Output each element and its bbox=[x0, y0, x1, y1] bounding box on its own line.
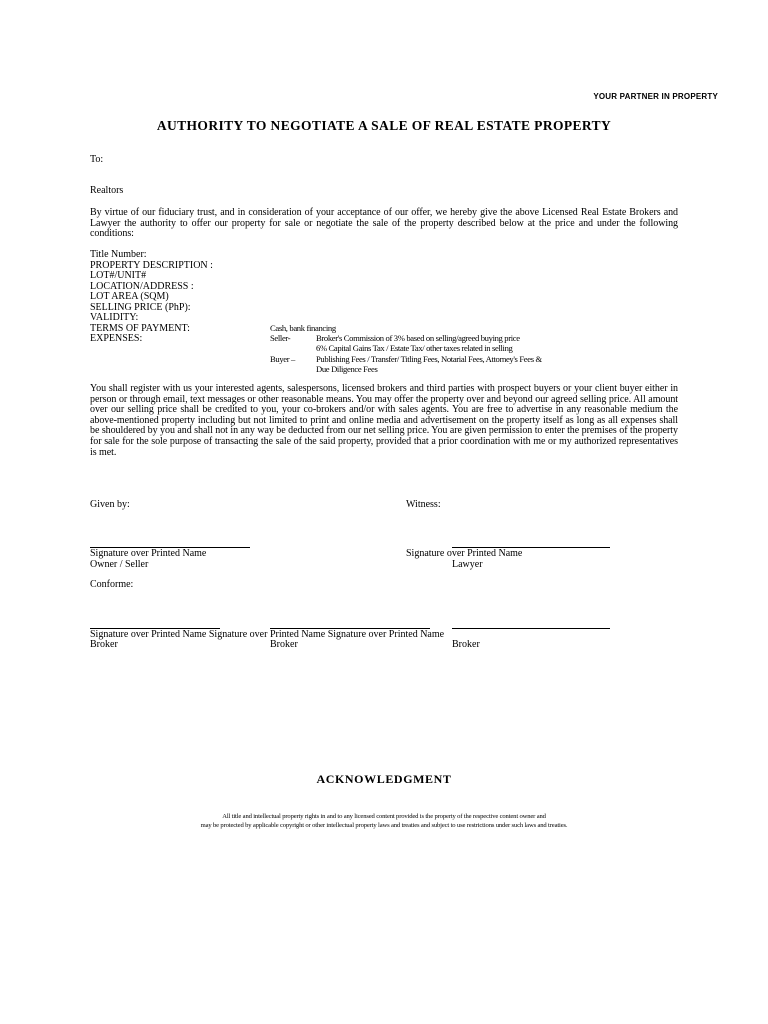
given-by-label: Given by: bbox=[90, 499, 130, 510]
lawyer-signature-caption: Signature over Printed Name bbox=[406, 548, 523, 559]
broker-signature-captions: Signature over Printed Name Signature over Printed Name Signature over Printed Name bbox=[90, 629, 445, 640]
acknowledgment-text bbox=[0, 812, 768, 830]
buyer-fees: Publishing Fees / Transfer/ Titling Fees, Notarial Fees, Attorney's Fees & bbox=[316, 354, 542, 364]
document-title: AUTHORITY TO NEGOTIATE A SALE OF REAL ESTATE PROPERTY bbox=[156, 118, 612, 133]
terms-label: TERMS OF PAYMENT: bbox=[90, 322, 190, 334]
lawyer-label: Lawyer bbox=[452, 559, 483, 570]
tagline: YOUR PARTNER IN PROPERTY bbox=[593, 92, 718, 101]
broker-label-1: Broker bbox=[90, 639, 118, 650]
terms-value: Cash, bank financing bbox=[270, 323, 336, 333]
intro-paragraph: By virtue of our fiduciary trust, and in consideration of your acceptance of our offer, we hereby give the above Licensed Real Estate Brokers and Lawyer the authority to offer our property for sale or negotiate the sale of the property described below at the price and under the following conditions: bbox=[90, 207, 678, 240]
title-number-label: Title Number: bbox=[90, 249, 147, 260]
seller-taxes: 6% Capital Gains Tax / Estate Tax/ other taxes related in selling bbox=[316, 343, 513, 353]
witness-label: Witness: bbox=[406, 499, 441, 510]
buyer-diligence: Due Diligence Fees bbox=[316, 364, 378, 374]
acknowledgment-title: ACKNOWLEDGMENT bbox=[316, 772, 452, 786]
broker-label-2: Broker bbox=[270, 639, 298, 650]
conditions-block bbox=[90, 250, 213, 345]
addressee: Realtors bbox=[90, 185, 124, 196]
seller-commission: Broker's Commission of 3% based on selling/agreed buying price bbox=[316, 333, 520, 343]
location-label: LOCATION/ADDRESS : bbox=[90, 280, 194, 292]
buyer-label: Buyer – bbox=[270, 354, 295, 364]
broker-signature-line-3 bbox=[452, 628, 610, 629]
conforme-label: Conforme: bbox=[90, 579, 134, 590]
terms-paragraph: You shall register with us your interested agents, salespersons, licensed brokers and third parties with prospect buyers or your client buyer either in person or through email, text messages or other reasonable means. You may offer the property over and beyond our agreed selling price. All amount over our selling price shall be credited to you, your co-brokers and/or with sales agents. You are free to advertise in any reasonable medium the above-mentioned property including but not limited to print and online media and advertisement on the property itself as long as all expenses shall be shouldered by you and shall not in any way be deducted from our net selling price. You are given permission to enter the premises of the property for sale for the sole purpose of transacting the sale of the said property, provided that a prior coordination with me or my authorized representatives is met. bbox=[90, 383, 678, 458]
lot-unit-label: LOT#/UNIT# bbox=[90, 270, 147, 281]
lot-area-label: LOT AREA (SQM) bbox=[90, 291, 169, 302]
to-label: To: bbox=[90, 154, 104, 165]
broker-label-3: Broker bbox=[452, 639, 480, 650]
seller-label: Seller- bbox=[270, 333, 291, 343]
owner-seller-label: Owner / Seller bbox=[90, 559, 149, 570]
owner-signature-caption: Signature over Printed Name bbox=[90, 548, 207, 559]
property-description-label: PROPERTY DESCRIPTION : bbox=[90, 259, 213, 271]
expenses-label: EXPENSES: bbox=[90, 333, 143, 344]
acknowledgment-line-2: may be protected by applicable copyright or other intellectual property laws and treaties and subject to use restrictions under such laws and treaties. bbox=[200, 822, 568, 829]
selling-price-label: SELLING PRICE (PhP): bbox=[90, 301, 191, 313]
validity-label: VALIDITY: bbox=[90, 312, 139, 323]
acknowledgment-line-1: All title and intellectual property rights in and to any licensed content provided is the property of the respective content owner and bbox=[222, 813, 546, 820]
